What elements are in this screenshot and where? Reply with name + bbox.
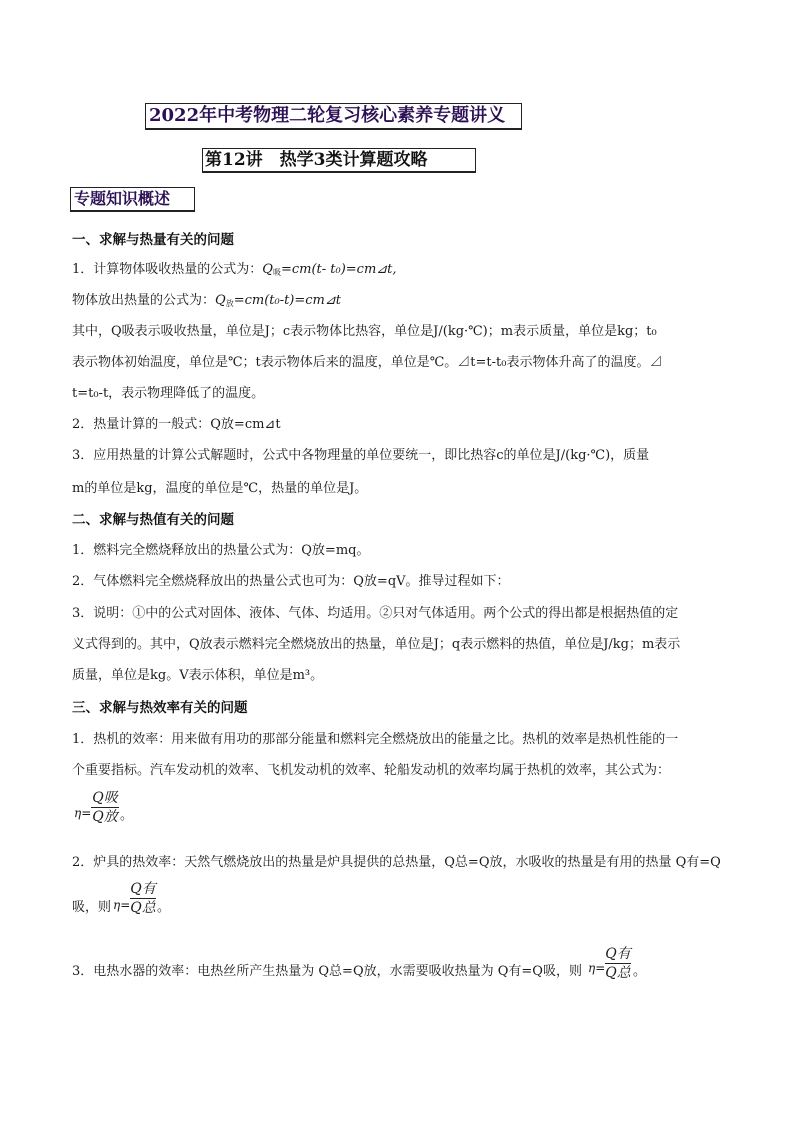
- part1-line3: 其中，Q吸表示吸收热量，单位是J；c表示物体比热容，单位是J/(kg·℃)；m表示质量，单位是kg；t₀: [72, 324, 657, 339]
- part1-line8: m的单位是kg，温度的单位是℃，热量的单位是J。: [72, 481, 368, 496]
- formula3-numerator: Q有: [605, 946, 631, 962]
- part1-line1: 1．计算物体吸收热量的公式为：$Q_吸=cm(t-$ t₀)=cm⊿t,: [72, 262, 397, 277]
- part1-line6: 2．热量计算的一般式：Q放=cm⊿t: [72, 417, 281, 432]
- formula3-fraction: [605, 946, 631, 981]
- section-label: 专题知识概述: [70, 187, 195, 212]
- lesson-title: 第12讲 热学3类计算题攻略: [202, 148, 476, 173]
- formula2-eta: η=: [113, 898, 131, 912]
- formula2-denominator: Q总: [130, 900, 156, 916]
- part3-line4: 吸，则: [72, 900, 112, 915]
- part2-line5: 质量，单位是kg。V表示体积，单位是m³。: [72, 668, 324, 683]
- formula1-numerator: Q吸: [92, 790, 118, 806]
- part1-line5: t=t₀-t，表示物理降低了的温度。: [72, 386, 265, 401]
- fraction-bar: [605, 963, 631, 964]
- formula2-end: 。: [157, 900, 171, 915]
- part1-line2: 物体放出热量的公式为：$Q_放=cm(t_0-t)=cm⊿t$: [72, 293, 342, 308]
- part3-heading: 三、求解与热效率有关的问题: [72, 700, 248, 716]
- document-title: 2022年中考物理二轮复习核心素养专题讲义: [145, 103, 522, 130]
- part3-line2: 个重要指标。汽车发动机的效率、飞机发动机的效率、轮船发动机的效率均属于热机的效率，其公式为：: [72, 763, 671, 778]
- part3-line3: 2．炉具的热效率：天然气燃烧放出的热量是炉具提供的总热量，Q总=Q放，水吸收的热量是有用的热量 Q有=Q: [72, 855, 721, 870]
- part3-line5: 3．电热水器的效率：电热丝所产生热量为 Q总=Q放，水需要吸收热量为 Q有=Q吸，则: [72, 964, 582, 979]
- formula2-fraction: [130, 881, 156, 916]
- part2-line3: 3．说明：①中的公式对固体、液体、气体、均适用。②只对气体适用。两个公式的得出都是根据热值的定: [72, 606, 679, 621]
- formula1-eta: η=: [74, 806, 92, 820]
- part2-line4: 义式得到的。其中，Q放表示燃料完全燃烧放出的热量，单位是J；q表示燃料的热值，单位是J/kg；m表示: [72, 637, 681, 652]
- fraction-bar: [130, 898, 156, 899]
- fraction-bar: [91, 807, 119, 808]
- part1-line7: 3．应用热量的计算公式解题时，公式中各物理量的单位要统一，即比热容c的单位是J/(kg·℃)，质量: [72, 448, 650, 463]
- formula1-fraction: [91, 790, 119, 825]
- formula3-denominator: Q总: [605, 965, 631, 981]
- formula3-eta: η=: [588, 961, 606, 975]
- part2-line2: 2．气体燃料完全燃烧释放出的热量公式也可为：Q放=qV。推导过程如下：: [72, 574, 510, 589]
- part1-heading: 一、求解与热量有关的问题: [72, 232, 234, 248]
- formula3-end: 。: [633, 964, 647, 979]
- part2-line1: 1．燃料完全燃烧释放出的热量公式为：Q放=mq。: [72, 543, 370, 558]
- formula2-numerator: Q有: [130, 881, 156, 897]
- formula1-end: 。: [120, 808, 134, 823]
- part1-line4: 表示物体初始温度，单位是℃；t表示物体后来的温度，单位是℃。⊿t=t-t₀表示物体升高了的温度。⊿: [72, 355, 663, 370]
- formula1-denominator: Q放: [92, 809, 118, 825]
- part3-line1: 1．热机的效率：用来做有用功的那部分能量和燃料完全燃烧放出的能量之比。热机的效率是热机性能的一: [72, 732, 679, 747]
- part2-heading: 二、求解与热值有关的问题: [72, 512, 234, 528]
